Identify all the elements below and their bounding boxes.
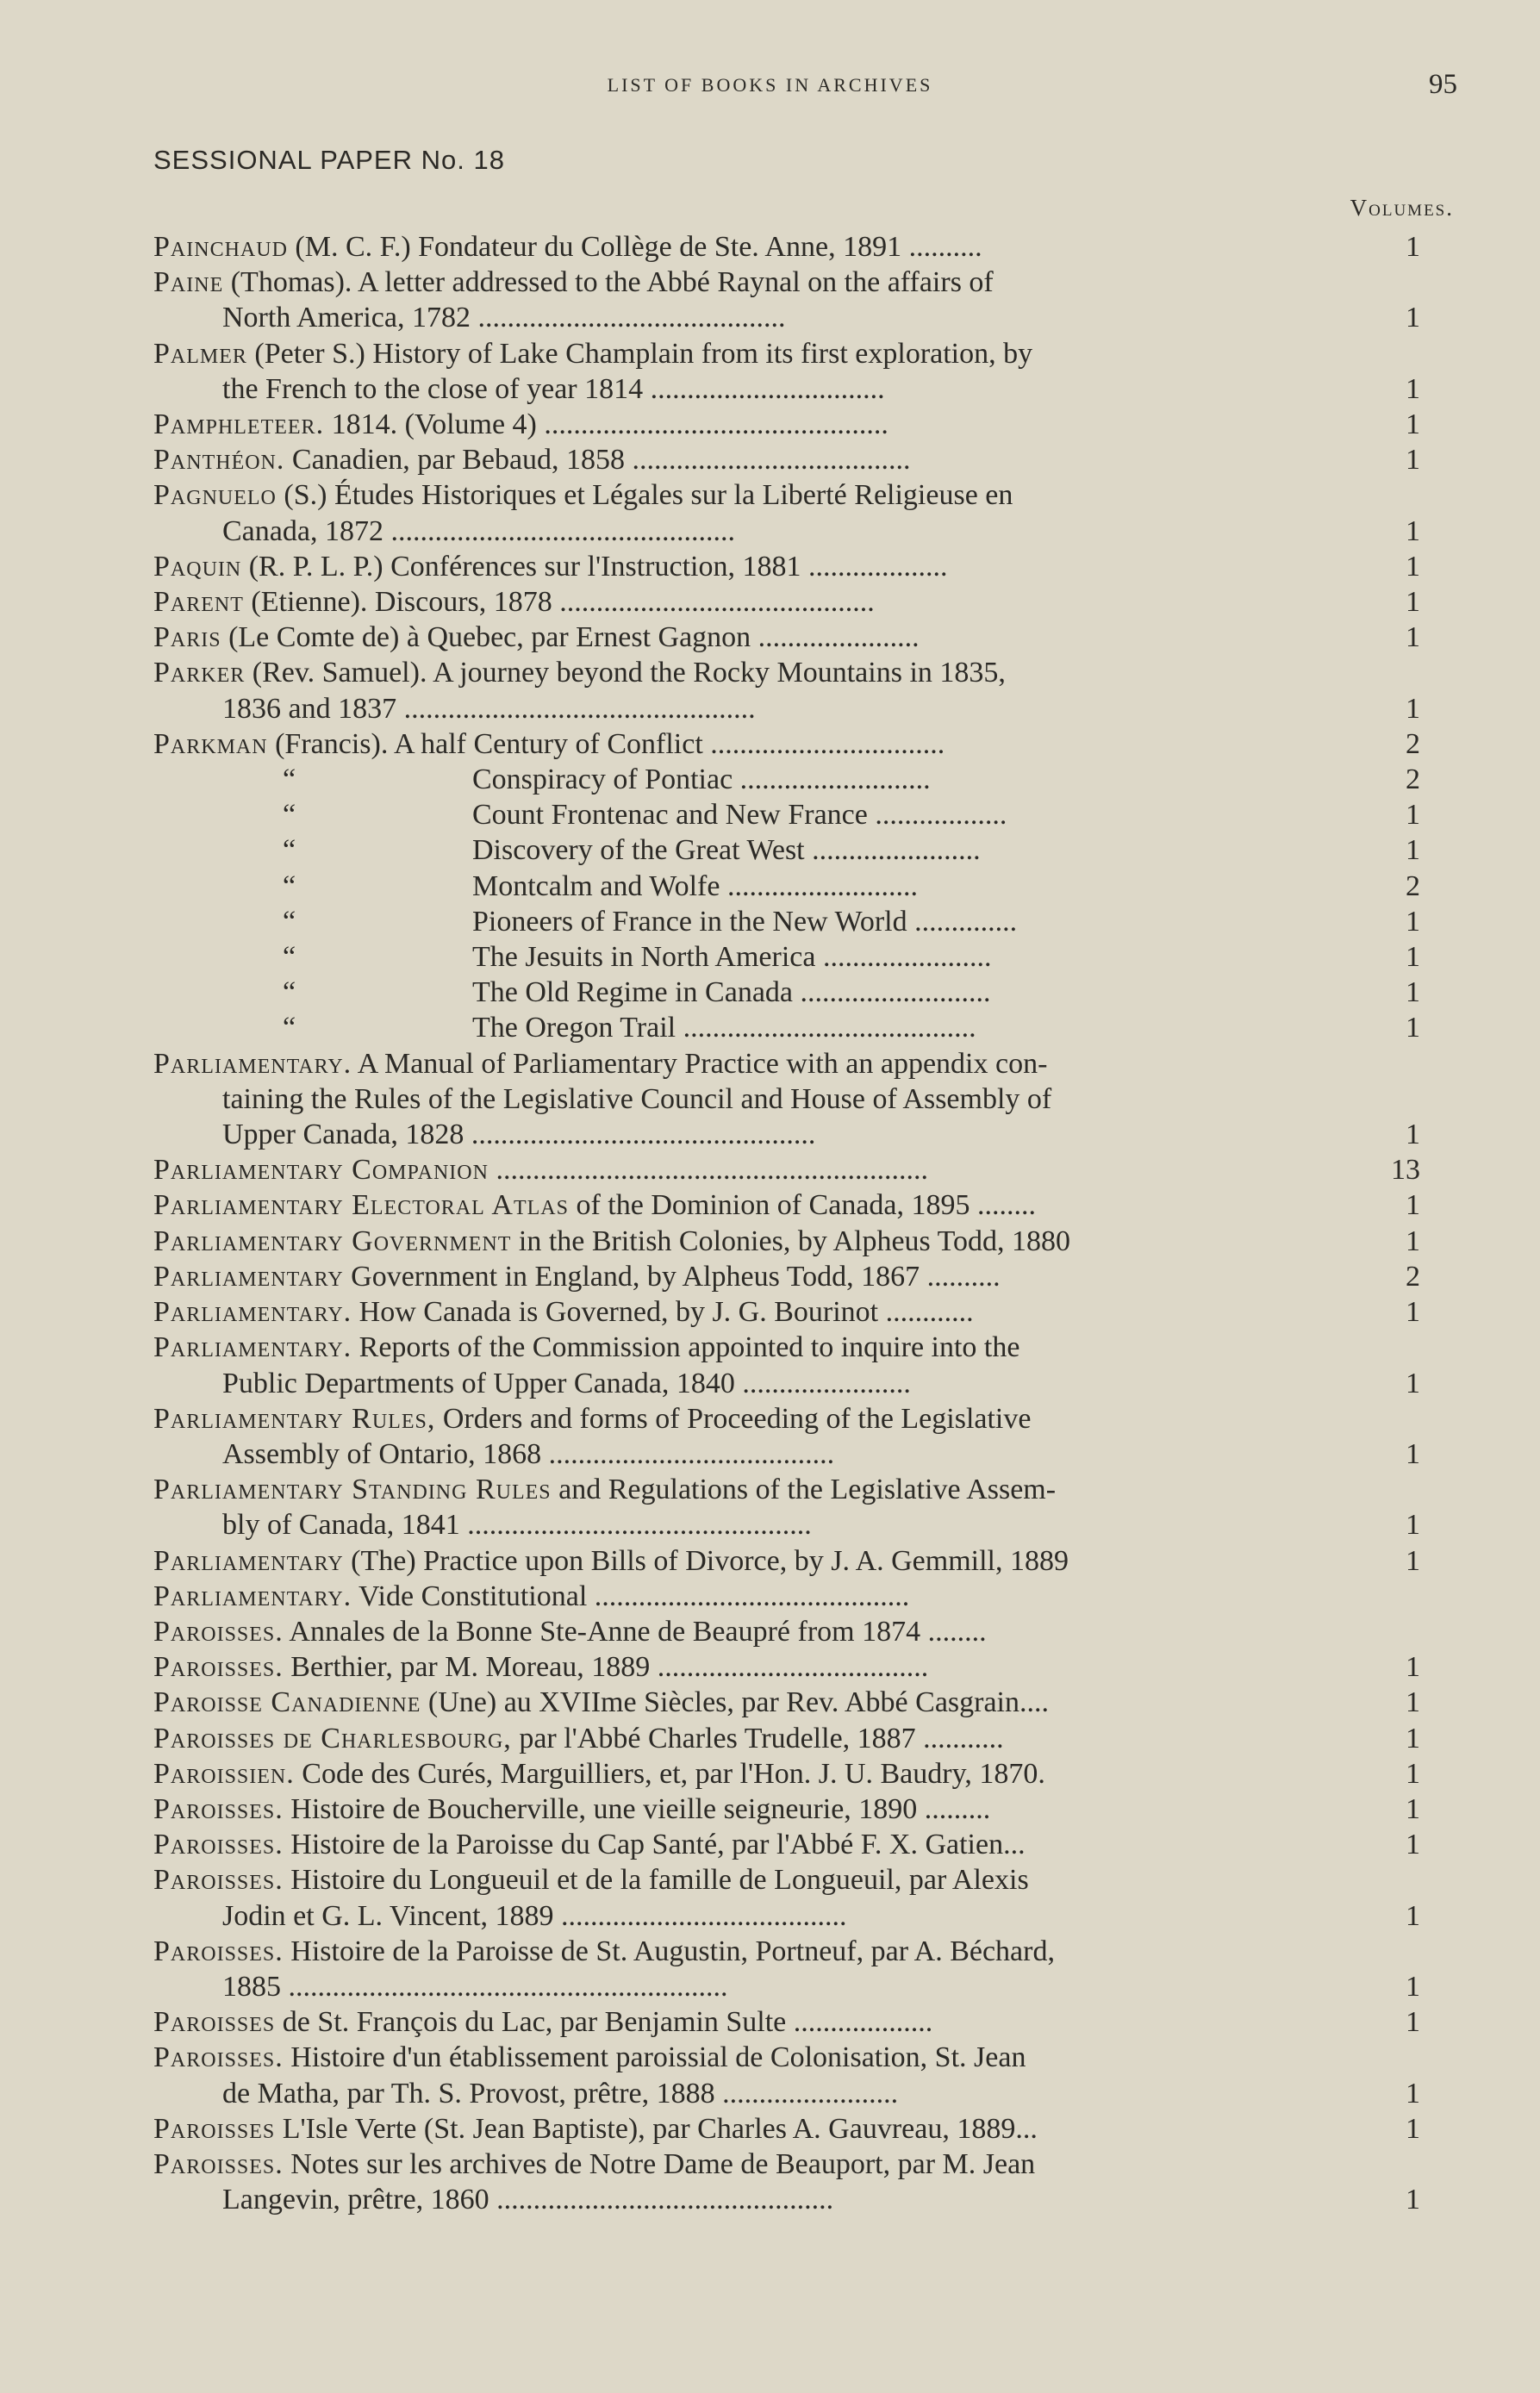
entry-text: (S.) Études Historiques et Légales sur la Liberté Religieuse en [284, 479, 1013, 512]
book-entry [153, 336, 1455, 407]
entry-first-line [153, 229, 1325, 265]
volume-count: 1 [1406, 1722, 1420, 1754]
entry-heading: Paroissien. [153, 1757, 295, 1790]
volume-count: 1 [1406, 2184, 1420, 2216]
entry-text: Upper Canada, 1828 ............................................... [222, 1119, 816, 1151]
book-entry [153, 442, 1455, 477]
volume-count: 1 [1406, 1189, 1420, 1222]
ditto-mark: “ [283, 869, 296, 902]
book-entry [153, 726, 1455, 762]
entry-first-line [283, 797, 1325, 832]
entry-continuation-line [222, 1117, 1325, 1152]
entry-text: Histoire de la Paroisse du Cap Santé, par l'Abbé F. X. Gatien... [290, 1829, 1026, 1861]
entry-heading: Paris [153, 621, 221, 654]
entry-continuation-line [222, 2182, 1325, 2217]
entry-text: and Regulations of the Legislative Assem- [558, 1474, 1057, 1506]
entry-continuation-line [222, 691, 1325, 726]
entry-text: The Jesuits in North America ....................... [472, 941, 992, 974]
book-entry [153, 1685, 1455, 1720]
entry-text: Conspiracy of Pontiac .......................... [472, 763, 931, 796]
entry-heading: Paroisses. [153, 1935, 284, 1967]
ditto-mark: “ [283, 976, 296, 1009]
entry-text: (Rev. Samuel). A journey beyond the Rocky Mountains in 1835, [252, 657, 1006, 689]
book-entry [153, 2111, 1455, 2147]
entry-heading: Paroisses [153, 2006, 276, 2039]
volume-count: 1 [1406, 1225, 1420, 1257]
entry-text: Public Departments of Upper Canada, 1840 ....................... [222, 1367, 911, 1399]
book-entry [153, 1862, 1455, 1933]
volume-count: 1 [1406, 1509, 1420, 1542]
entry-first-line [153, 2040, 1325, 2075]
entry-first-line [153, 1543, 1325, 1579]
entry-first-line [153, 726, 1325, 762]
entry-first-line [153, 1792, 1325, 1827]
entry-text: (Francis). A half Century of Conflict ................................ [275, 727, 945, 760]
entry-heading: Paquin [153, 550, 242, 583]
entry-heading: Parliamentary Government [153, 1225, 512, 1257]
entry-first-line [153, 620, 1325, 655]
entry-text: Berthier, par M. Moreau, 1889 ..................................... [290, 1651, 929, 1684]
entry-first-line [283, 762, 1325, 797]
entry-first-line [153, 1401, 1325, 1436]
volume-count: 1 [1406, 1012, 1420, 1044]
book-entry [153, 1827, 1455, 1862]
entry-text: Langevin, prêtre, 1860 .............................................. [222, 2184, 834, 2216]
entry-text: the French to the close of year 1814 ................................ [222, 372, 885, 405]
entry-first-line [153, 1294, 1325, 1330]
entry-first-line [153, 2147, 1325, 2182]
entry-first-line [283, 975, 1325, 1010]
entry-text: Montcalm and Wolfe .......................... [472, 869, 918, 902]
entry-first-line [153, 655, 1325, 690]
entry-text: The Oregon Trail ........................................ [472, 1012, 976, 1044]
book-entry [153, 1472, 1455, 1542]
volume-count: 1 [1406, 1437, 1420, 1470]
ditto-mark: “ [283, 1012, 296, 1044]
entry-first-line [153, 336, 1325, 371]
entry-text: (Le Comte de) à Quebec, par Ernest Gagnon ...................... [228, 621, 920, 654]
entry-first-line [153, 1224, 1325, 1259]
entry-text: Count Frontenac and New France .................. [472, 799, 1007, 832]
entry-continuation-line [222, 2076, 1325, 2111]
ditto-mark: “ [283, 834, 296, 867]
entry-heading: Parliamentary. [153, 1047, 352, 1080]
entry-heading: Parent [153, 586, 244, 619]
entry-text: (Peter S.) History of Lake Champlain from its first exploration, by [254, 337, 1033, 370]
volume-count: 1 [1406, 372, 1420, 405]
entry-continuation-line [222, 1436, 1325, 1472]
entry-text: (Etienne). Discours, 1878 ........................................... [251, 586, 875, 619]
entry-heading: Paroisses. [153, 2147, 284, 2180]
book-entry [153, 549, 1455, 584]
volume-count: 13 [1391, 1154, 1420, 1187]
entry-heading: Parliamentary. [153, 1331, 352, 1364]
volumes-column-heading: Volumes. [1350, 195, 1454, 221]
entry-first-line [153, 2111, 1325, 2147]
parkman-work-entry [153, 832, 1455, 868]
entry-heading: Paine [153, 266, 224, 299]
book-entry [153, 1649, 1455, 1685]
book-entry [153, 1294, 1455, 1330]
volume-count: 1 [1406, 1829, 1420, 1861]
volume-count: 1 [1406, 905, 1420, 938]
entry-text: L'Isle Verte (St. Jean Baptiste), par Charles A. Gauvreau, 1889... [282, 2112, 1038, 2145]
entry-heading: Parliamentary Electoral Atlas [153, 1189, 569, 1222]
entry-text: (M. C. F.) Fondateur du Collège de Ste. Anne, 1891 .......... [295, 231, 982, 263]
entry-text: Histoire du Longueuil et de la famille de Longueuil, par Alexis [290, 1864, 1029, 1897]
entry-text: taining the Rules of the Legislative Council and House of Assembly of [222, 1082, 1052, 1115]
entry-first-line [153, 1649, 1325, 1685]
entry-heading: Paroisses de Charlesbourg, [153, 1722, 512, 1754]
parkman-work-entry [153, 939, 1455, 975]
entry-text: Annales de la Bonne Ste-Anne de Beaupré from 1874 ........ [289, 1615, 987, 1648]
entry-heading: Parliamentary [153, 1544, 344, 1577]
volume-count: 1 [1406, 444, 1420, 477]
volume-count: 1 [1406, 2077, 1420, 2109]
entry-text: bly of Canada, 1841 ............................................... [222, 1509, 812, 1542]
book-entry [153, 1152, 1455, 1187]
entry-first-line [153, 1756, 1325, 1792]
book-list [153, 229, 1455, 2217]
parkman-work-entry [153, 904, 1455, 939]
book-entry [153, 265, 1455, 335]
volume-count: 2 [1406, 869, 1420, 902]
entry-first-line [283, 832, 1325, 868]
entry-first-line [153, 1685, 1325, 1720]
volume-count: 1 [1406, 834, 1420, 867]
parkman-work-entry [153, 975, 1455, 1010]
volume-count: 1 [1406, 1792, 1420, 1825]
entry-first-line [153, 549, 1325, 584]
entry-text: ........................................................... [496, 1154, 928, 1187]
book-entry [153, 477, 1455, 548]
parkman-work-entry [153, 797, 1455, 832]
entry-heading: Parkman [153, 727, 268, 760]
parkman-work-entry [153, 762, 1455, 797]
entry-text: 1885 ............................................................ [222, 1970, 728, 2003]
entry-first-line [283, 939, 1325, 975]
volume-count: 1 [1406, 550, 1420, 583]
entry-first-line [153, 1934, 1325, 1969]
book-entry [153, 229, 1455, 265]
entry-first-line [153, 1330, 1325, 1365]
entry-text: Pioneers of France in the New World .............. [472, 905, 1018, 938]
entry-first-line [153, 1046, 1325, 1081]
entry-heading: Paroisses. [153, 1829, 284, 1861]
entry-text: (R. P. L. P.) Conférences sur l'Instruction, 1881 ................... [248, 550, 948, 583]
book-entry [153, 1259, 1455, 1294]
ditto-mark: “ [283, 941, 296, 974]
volume-count: 1 [1406, 1757, 1420, 1790]
volume-count: 1 [1406, 514, 1420, 547]
parkman-work-entry [153, 1010, 1455, 1045]
entry-first-line [153, 1152, 1325, 1187]
book-entry [153, 1792, 1455, 1827]
ditto-mark: “ [283, 905, 296, 938]
parkman-work-entry [153, 869, 1455, 904]
entry-text: Reports of the Commission appointed to inquire into the [359, 1331, 1020, 1364]
entry-first-line [153, 1579, 1325, 1614]
entry-text: 1836 and 1837 ................................................ [222, 692, 756, 725]
entry-text: Assembly of Ontario, 1868 ....................................... [222, 1437, 835, 1470]
entry-text: of the Dominion of Canada, 1895 ........ [576, 1189, 1037, 1222]
entry-heading: Paroisses. [153, 2041, 284, 2074]
entry-heading: Painchaud [153, 231, 288, 263]
entry-text: Code des Curés, Marguilliers, et, par l'Hon. J. U. Baudry, 1870. [302, 1757, 1045, 1790]
entry-text: North America, 1782 .......................................... [222, 302, 786, 334]
volume-count: 1 [1406, 1686, 1420, 1719]
book-entry [153, 655, 1455, 726]
entry-text: Government in England, by Alpheus Todd, 1867 .......... [351, 1260, 1001, 1293]
ditto-mark: “ [283, 763, 296, 796]
entry-first-line [153, 1862, 1325, 1898]
entry-first-line [153, 1721, 1325, 1756]
book-entry [153, 1401, 1455, 1472]
book-entry [153, 1756, 1455, 1792]
entry-heading: Paroisses [153, 2112, 276, 2145]
entry-text: de St. François du Lac, par Benjamin Sulte ................... [282, 2006, 933, 2039]
entry-heading: Parliamentary Companion [153, 1154, 489, 1187]
entry-continuation-line [222, 1898, 1325, 1934]
volume-count: 1 [1406, 1544, 1420, 1577]
volume-count: 1 [1406, 941, 1420, 974]
book-entry [153, 2004, 1455, 2040]
entry-text: Histoire d'un établissement paroissial de Colonisation, St. Jean [290, 2041, 1026, 2074]
book-entry [153, 1330, 1455, 1400]
entry-continuation-line [222, 1366, 1325, 1401]
volume-count: 1 [1406, 2006, 1420, 2039]
entry-text: Histoire de la Paroisse de St. Augustin, Portneuf, par A. Béchard, [290, 1935, 1055, 1967]
entry-heading: Pagnuelo [153, 479, 277, 512]
entry-first-line [153, 1472, 1325, 1507]
volume-count: 1 [1406, 1296, 1420, 1329]
entry-heading: Paroisses. [153, 1615, 284, 1648]
entry-first-line [153, 1259, 1325, 1294]
book-entry [153, 2040, 1455, 2110]
entry-heading: Paroisses. [153, 1792, 284, 1825]
entry-continuation-line [222, 1969, 1325, 2004]
entry-heading: Paroisse Canadienne [153, 1686, 421, 1719]
entry-text: in the British Colonies, by Alpheus Todd, 1880 [518, 1225, 1071, 1257]
entry-first-line [283, 869, 1325, 904]
entry-heading: Parliamentary Rules, [153, 1402, 436, 1435]
book-entry [153, 1934, 1455, 2004]
book-entry [153, 1046, 1455, 1153]
running-head: LIST OF BOOKS IN ARCHIVES [607, 74, 933, 96]
entry-first-line [153, 2004, 1325, 2040]
book-entry [153, 1224, 1455, 1259]
volume-count: 1 [1406, 408, 1420, 441]
entry-text: Orders and forms of Proceeding of the Legislative [442, 1402, 1032, 1435]
entry-first-line [283, 1010, 1325, 1045]
entry-heading: Parliamentary. [153, 1580, 352, 1612]
volume-count: 1 [1406, 799, 1420, 832]
entry-first-line [153, 442, 1325, 477]
book-entry [153, 1579, 1455, 1614]
entry-first-line [153, 407, 1325, 442]
volume-count: 1 [1406, 2112, 1420, 2145]
entry-heading: Parliamentary [153, 1260, 344, 1293]
entry-text: de Matha, par Th. S. Provost, prêtre, 1888 ........................ [222, 2077, 899, 2109]
volume-count: 2 [1406, 1260, 1420, 1293]
entry-continuation-line [222, 514, 1325, 549]
volume-count: 2 [1406, 763, 1420, 796]
volume-count: 1 [1406, 586, 1420, 619]
entry-continuation-line [222, 300, 1325, 335]
entry-first-line [153, 265, 1325, 300]
entry-text: (Une) au XVIIme Siècles, par Rev. Abbé Casgrain.... [427, 1686, 1049, 1719]
entry-text: Discovery of the Great West ....................... [472, 834, 981, 867]
entry-text: par l'Abbé Charles Trudelle, 1887 ........... [519, 1722, 1004, 1754]
entry-text: Jodin et G. L. Vincent, 1889 ....................................... [222, 1899, 847, 1932]
entry-text: Canada, 1872 ............................................... [222, 514, 735, 547]
entry-continuation-line [222, 1507, 1325, 1542]
book-entry [153, 1543, 1455, 1579]
book-entry [153, 1721, 1455, 1756]
volume-count: 1 [1406, 976, 1420, 1009]
volume-count: 1 [1406, 1367, 1420, 1399]
entry-text: (Thomas). A letter addressed to the Abbé Raynal on the affairs of [230, 266, 994, 299]
entry-continuation-line [222, 1081, 1325, 1117]
entry-text: How Canada is Governed, by J. G. Bourinot ............ [359, 1296, 974, 1329]
volume-count: 2 [1406, 727, 1420, 760]
entry-first-line [153, 584, 1325, 620]
entry-text: The Old Regime in Canada .......................... [472, 976, 991, 1009]
entry-first-line [153, 1187, 1325, 1223]
volume-count: 1 [1406, 621, 1420, 654]
volume-count: 1 [1406, 231, 1420, 263]
volume-count: 1 [1406, 1119, 1420, 1151]
entry-heading: Palmer [153, 337, 247, 370]
volume-count: 1 [1406, 1651, 1420, 1684]
entry-heading: Parker [153, 657, 246, 689]
entry-heading: Parliamentary. [153, 1296, 352, 1329]
entry-continuation-line [222, 371, 1325, 407]
volume-count: 1 [1406, 1899, 1420, 1932]
ditto-mark: “ [283, 799, 296, 832]
book-entry [153, 2147, 1455, 2217]
entry-text: 1814. (Volume 4) ............................................... [331, 408, 888, 441]
entry-first-line [153, 477, 1325, 513]
entry-first-line [283, 904, 1325, 939]
entry-text: Histoire de Boucherville, une vieille seigneurie, 1890 ......... [290, 1792, 991, 1825]
entry-text: Vide Constitutional ........................................... [359, 1580, 910, 1612]
entry-first-line [153, 1614, 1325, 1649]
entry-heading: Pamphleteer. [153, 408, 325, 441]
book-entry [153, 1187, 1455, 1223]
page-number: 95 [1429, 69, 1457, 100]
book-entry [153, 584, 1455, 620]
entry-heading: Panthéon. [153, 444, 285, 477]
volume-count: 1 [1406, 1970, 1420, 2003]
book-entry [153, 620, 1455, 655]
entry-text: Canadien, par Bebaud, 1858 ...................................... [291, 444, 911, 477]
entry-heading: Paroisses. [153, 1864, 284, 1897]
volume-count: 1 [1406, 302, 1420, 334]
entry-heading: Paroisses. [153, 1651, 284, 1684]
entry-heading: Parliamentary Standing Rules [153, 1474, 552, 1506]
book-entry [153, 407, 1455, 442]
entry-text: Notes sur les archives de Notre Dame de Beauport, par M. Jean [290, 2147, 1036, 2180]
entry-first-line [153, 1827, 1325, 1862]
volume-count: 1 [1406, 692, 1420, 725]
entry-text: A Manual of Parliamentary Practice with an appendix con- [357, 1047, 1048, 1080]
sessional-paper-label: SESSIONAL PAPER No. 18 [153, 145, 505, 175]
book-entry [153, 1614, 1455, 1649]
entry-text: (The) Practice upon Bills of Divorce, by J. A. Gemmill, 1889 [351, 1544, 1069, 1577]
